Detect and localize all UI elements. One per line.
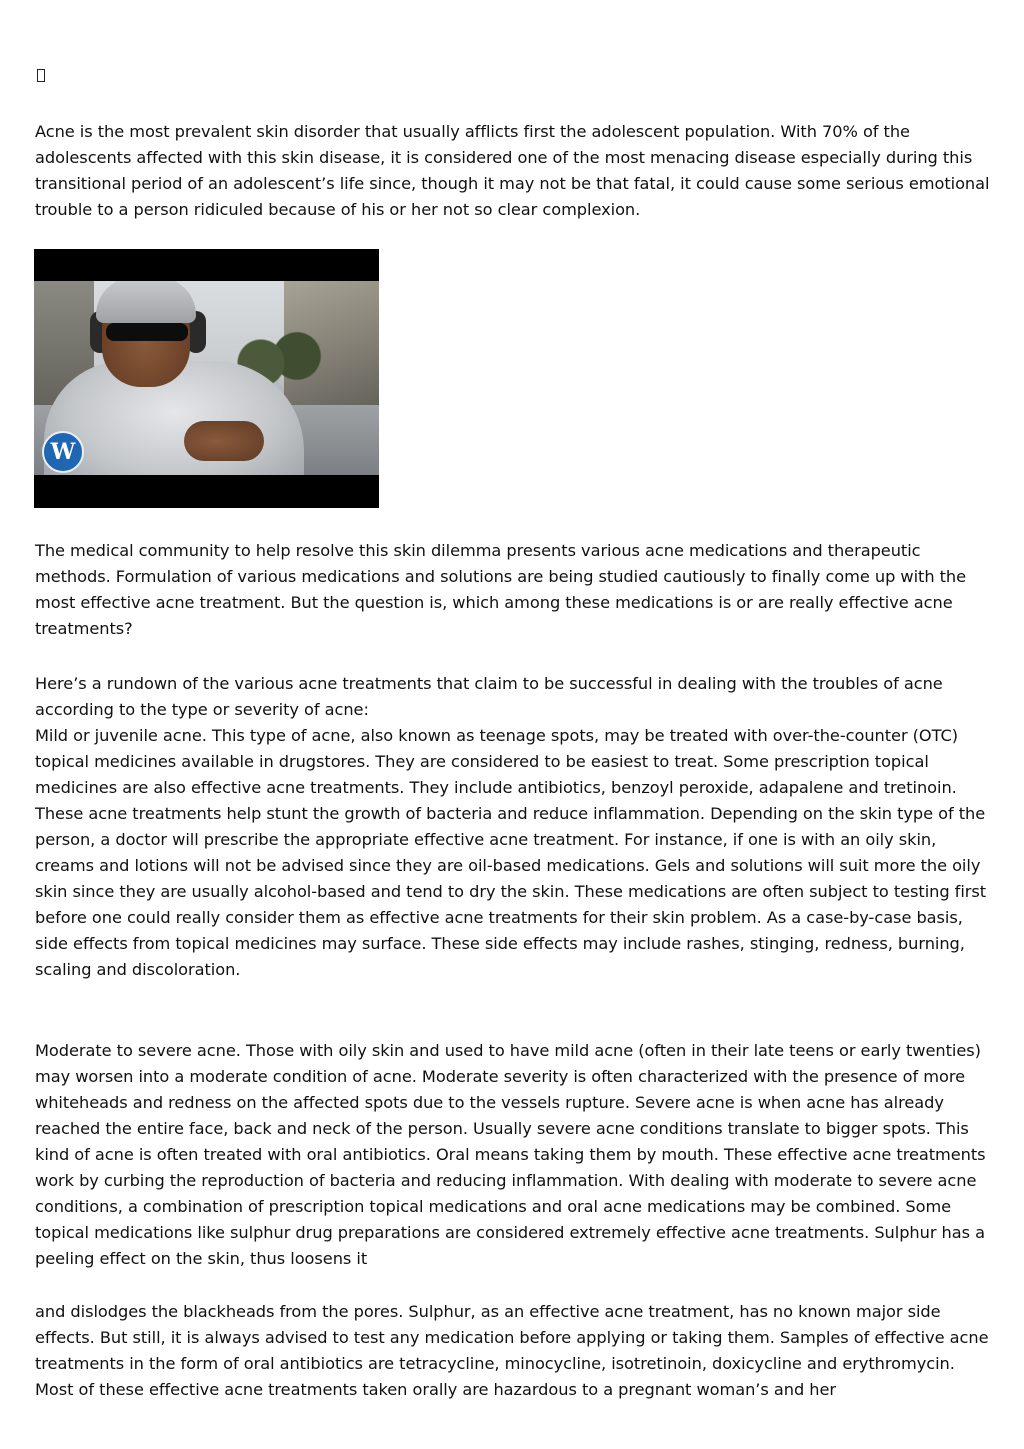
intro-paragraph (35, 119, 993, 223)
paragraph-text: Here’s a rundown of the various acne treatments that claim to be successful in dealing with the troubles of acne according to the type or severity of acne: (35, 674, 943, 719)
video-thumbnail[interactable] (34, 281, 379, 475)
missing-glyph-icon (37, 69, 45, 82)
paragraph-text: Acne is the most prevalent skin disorder that usually afflicts first the adolescent population. With 70% of the adolescents affected with this skin disease, it is considered one of the most menacing disease especially during this transitional period of an adolescent’s life since, though it may not be that fatal, it could cause some serious emotional trouble to a person ridiculed because of his or her not so clear complexion. (35, 122, 990, 219)
mild-acne-paragraph (35, 723, 993, 983)
embedded-video[interactable] (34, 249, 379, 508)
sulphur-paragraph (35, 1299, 993, 1403)
moderate-acne-paragraph (35, 1038, 993, 1272)
rundown-paragraph (35, 671, 993, 723)
paragraph-text: Moderate to severe acne. Those with oily skin and used to have mild acne (often in their late teens or early twenties) may worsen into a moderate condition of acne. Moderate severity is often characterized with the presence of more whiteheads and redness on the affected spots due to the vessels rupture. Severe acne is when acne has already reached the entire face, back and neck of the person. Usually severe acne conditions translate to bigger spots. This kind of acne is often treated with oral antibiotics. Oral means taking them by mouth. These effective acne treatments work by curbing the reproduction of bacteria and reducing inflammation. With dealing with moderate to severe acne conditions, a combination of prescription topical medications and oral acne medications may be combined. Some topical medications like sulphur drug preparations are considered extremely effective acne treatments. Sulphur has a peeling effect on the skin, thus loosens it (35, 1041, 986, 1268)
paragraph-text: Mild or juvenile acne. This type of acne, also known as teenage spots, may be treated with over-the-counter (OTC) topical medicines available in drugstores. They are considered to be easiest to treat. Some prescription topical medicines are also effective acne treatments. They include antibiotics, benzoyl peroxide, adapalene and tretinoin. These acne treatments help stunt the growth of bacteria and reduce inflammation. Depending on the skin type of the person, a doctor will prescribe the appropriate effective acne treatment. For instance, if one is with an oily skin, creams and lotions will not be advised since they are oil-based medications. Gels and solutions will suit more the oily skin since they are usually alcohol-based and tend to dry the skin. These medications are often subject to testing first before one could really consider them as effective acne treatments for their skin problem. As a case-by-case basis, side effects from topical medicines may surface. These side effects may include rashes, stinging, redness, burning, scaling and discoloration. (35, 726, 987, 979)
warner-music-logo-icon: W (42, 431, 84, 473)
paragraph-text: The medical community to help resolve this skin dilemma presents various acne medications and therapeutic methods. Formulation of various medications and solutions are being studied cautiously to finally come up with the most effective acne treatment. But the question is, which among these medications is or are really effective acne treatments? (35, 541, 967, 638)
paragraph-text: and dislodges the blackheads from the pores. Sulphur, as an effective acne treatment, has no known major side effects. But still, it is always advised to test any medication before applying or taking them. Samples of effective acne treatments in the form of oral antibiotics are tetracycline, minocycline, isotretinoin, doxicycline and erythromycin. Most of these effective acne treatments taken orally are hazardous to a pregnant woman’s and her (35, 1302, 989, 1399)
medical-community-paragraph (35, 538, 993, 642)
